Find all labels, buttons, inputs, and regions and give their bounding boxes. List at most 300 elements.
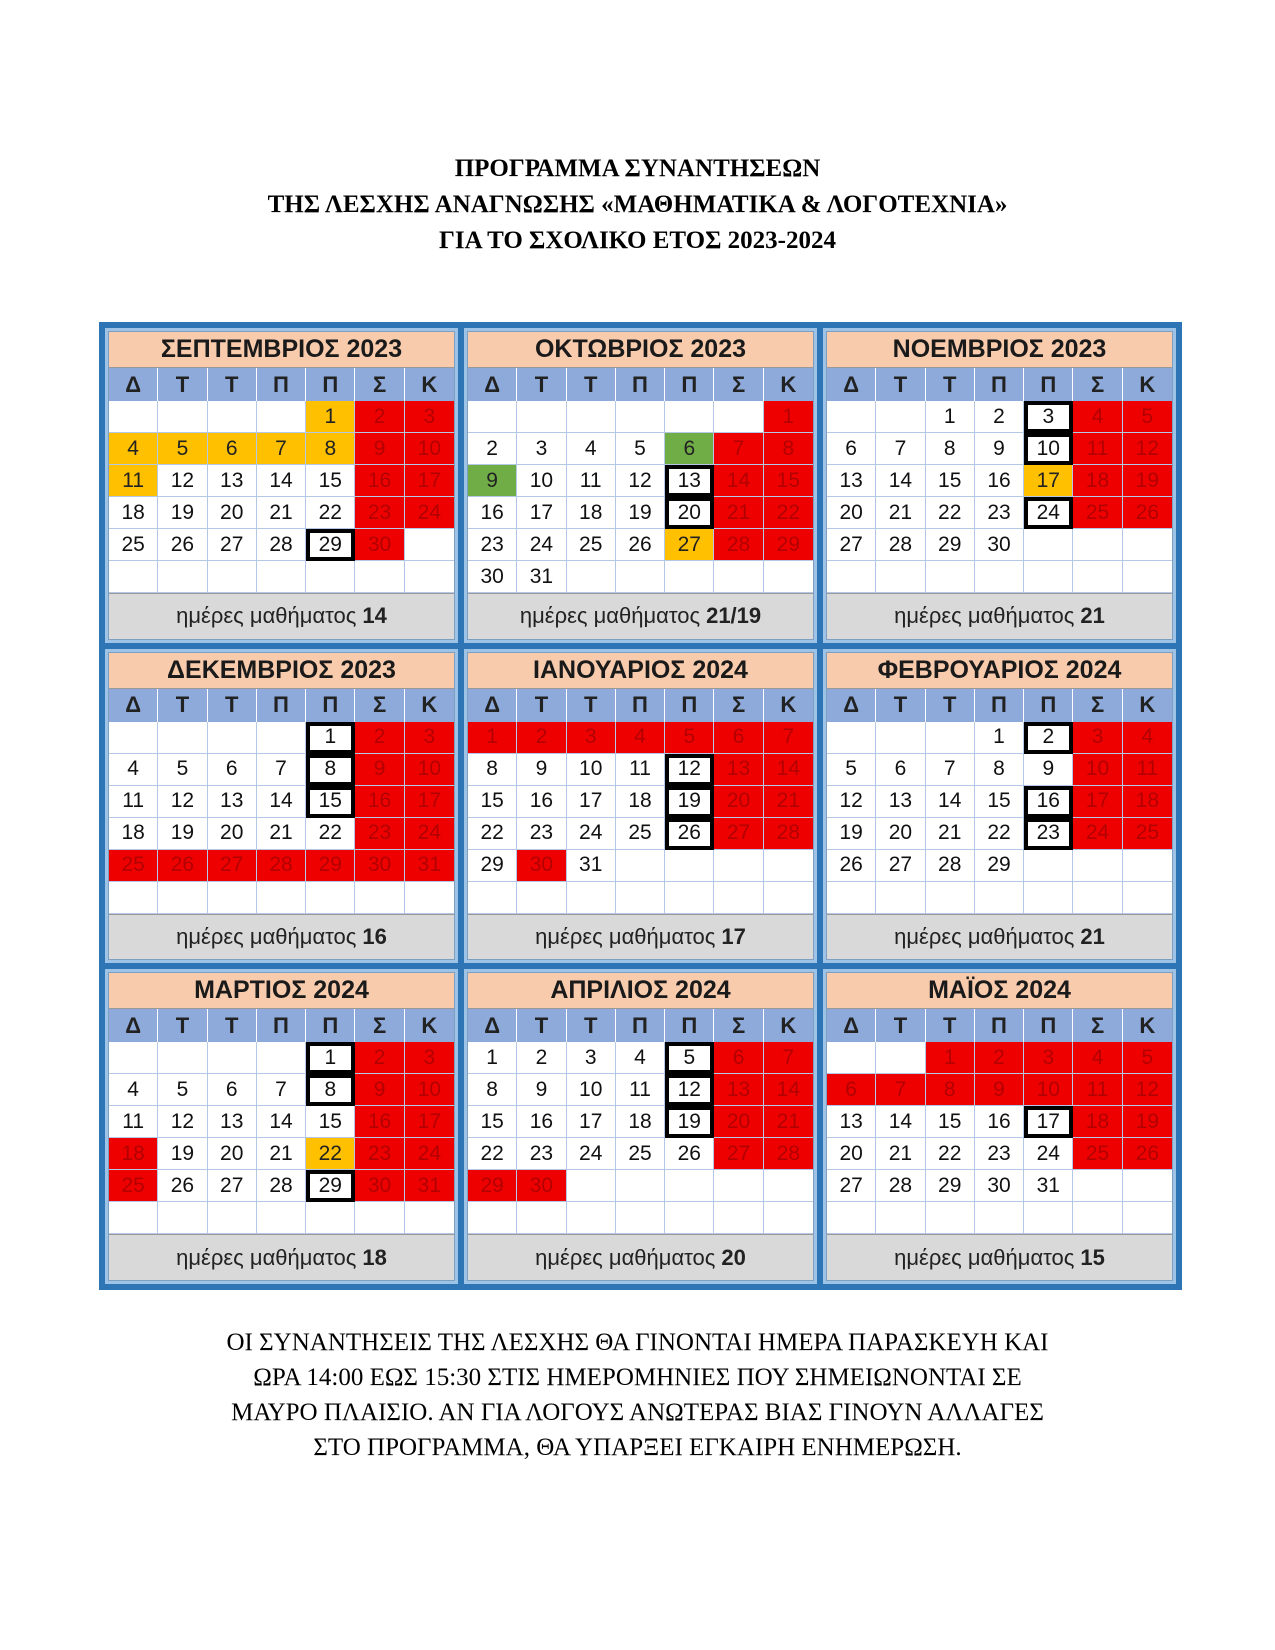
day-cell: 4 [616,722,665,754]
day-cell: 23 [1024,818,1073,850]
day-cell: 7 [764,1042,813,1074]
school-days-label: ημέρες μαθήματος [535,1244,716,1270]
day-cell: 2 [355,401,404,433]
weekday-label: Π [1024,689,1073,722]
day-cell: 22 [306,818,355,850]
day-cell: 25 [109,529,158,561]
weekday-label: Δ [827,689,876,722]
day-cell: 5 [158,433,207,465]
weekday-label: Κ [780,692,797,718]
empty-cell [1024,882,1073,914]
day-cell: 10 [405,754,454,786]
day-cell: 26 [158,1170,207,1202]
day-cell: 13 [827,465,876,497]
day-cell: 19 [158,818,207,850]
day-cell: 6 [714,1042,763,1074]
title-line-3: ΓΙΑ ΤΟ ΣΧΟΛΙΚΟ ΕΤΟΣ 2023-2024 [438,227,837,254]
empty-cell [109,1042,158,1074]
day-cell: 7 [926,754,975,786]
school-days-count: 21 [1080,603,1105,629]
month-title: ΟΚΤΩΒΡΙΟΣ 2023 [468,332,813,368]
day-cell: 29 [306,850,355,882]
empty-cell [257,1042,306,1074]
school-days-label: ημέρες μαθήματος [894,923,1075,949]
weekday-label: Τ [208,368,257,401]
day-cell: 28 [876,1170,925,1202]
day-cell: 4 [567,433,616,465]
day-cell: 6 [208,433,257,465]
day-cell: 4 [109,754,158,786]
day-cell: 16 [975,465,1024,497]
day-cell: 26 [1123,1138,1172,1170]
empty-cell [355,1202,404,1234]
day-cell: 9 [975,433,1024,465]
weekday-label: Τ [876,1009,925,1042]
days-grid [827,401,1172,593]
weekday-label: Π [616,1009,665,1042]
day-cell: 29 [306,1170,355,1202]
month-title: ΦΕΒΡΟΥΑΡΙΟΣ 2024 [827,653,1172,689]
school-days-footer [468,914,813,960]
day-cell: 6 [714,722,763,754]
day-cell: 13 [876,786,925,818]
empty-cell [665,1202,714,1234]
day-cell: 24 [405,818,454,850]
day-cell: 20 [876,818,925,850]
day-cell: 22 [926,1138,975,1170]
day-cell: 9 [355,754,404,786]
day-cell: 28 [926,850,975,882]
weekday-label: Π [306,368,355,401]
day-cell: 12 [665,1074,714,1106]
day-cell: 15 [306,465,355,497]
day-cell: 28 [257,850,306,882]
day-cell: 3 [1073,722,1122,754]
weekday-label: Τ [158,1009,207,1042]
school-days-footer [468,1234,813,1280]
empty-cell [926,1202,975,1234]
month-title: ΜΑΪΟΣ 2024 [827,973,1172,1009]
empty-cell [827,1042,876,1074]
day-cell: 20 [827,1138,876,1170]
meeting-note [0,1325,1275,1465]
weekday-label: Δ [109,689,158,722]
empty-cell [827,401,876,433]
empty-cell [926,561,975,593]
empty-cell [714,401,763,433]
month-calendar [105,649,458,964]
empty-cell [208,401,257,433]
day-cell: 7 [876,1074,925,1106]
empty-cell [257,401,306,433]
empty-cell [827,722,876,754]
day-cell: 16 [355,465,404,497]
day-cell: 27 [827,1170,876,1202]
month-calendar [464,328,817,643]
empty-cell [764,850,813,882]
day-cell: 18 [1123,786,1172,818]
weekday-label: Π [975,1009,1024,1042]
empty-cell [975,882,1024,914]
day-cell: 29 [926,1170,975,1202]
empty-cell [306,561,355,593]
empty-cell [567,561,616,593]
day-cell: 18 [109,1138,158,1170]
month-frame [467,331,814,640]
month-frame [826,972,1173,1281]
day-cell: 10 [1024,433,1073,465]
day-cell: 6 [665,433,714,465]
day-cell: 23 [517,1138,566,1170]
empty-cell [109,882,158,914]
empty-cell [1073,882,1122,914]
empty-cell [405,529,454,561]
day-cell: 8 [926,433,975,465]
weekday-label: Π [665,1009,714,1042]
empty-cell [468,1202,517,1234]
month-frame [108,331,455,640]
school-days-label: ημέρες μαθήματος [519,603,701,629]
month-frame [826,331,1173,640]
day-cell: 12 [158,1106,207,1138]
page-title [0,151,1275,259]
day-cell: 3 [405,722,454,754]
empty-cell [208,882,257,914]
day-cell: 9 [355,433,404,465]
day-cell: 21 [876,497,925,529]
day-cell: 8 [468,754,517,786]
weekday-label: Σ [1073,689,1122,722]
weekday-header [827,1009,1172,1042]
empty-cell [208,561,257,593]
day-cell: 10 [1024,1074,1073,1106]
day-cell: 2 [355,1042,404,1074]
day-cell: 14 [257,465,306,497]
day-cell: 1 [926,401,975,433]
empty-cell [405,561,454,593]
weekday-label: Π [257,1009,306,1042]
day-cell: 8 [764,433,813,465]
weekday-header [109,689,454,722]
day-cell: 20 [208,497,257,529]
day-cell: 11 [616,1074,665,1106]
empty-cell [616,401,665,433]
weekday-label: Σ [714,1009,763,1042]
day-cell: 1 [975,722,1024,754]
day-cell: 21 [926,818,975,850]
day-cell: 15 [306,1106,355,1138]
day-cell: 17 [567,1106,616,1138]
empty-cell [665,561,714,593]
day-cell: 25 [1073,497,1122,529]
weekday-label: Π [257,368,306,401]
empty-cell [1123,561,1172,593]
day-cell: 4 [109,433,158,465]
day-cell: 19 [827,818,876,850]
day-cell: 21 [257,497,306,529]
day-cell: 14 [764,754,813,786]
school-days-label: ημέρες μαθήματος [894,603,1075,629]
school-days-footer [827,1234,1172,1280]
day-cell: 10 [567,754,616,786]
day-cell: 7 [764,722,813,754]
empty-cell [208,1202,257,1234]
weekday-label: Κ [780,1012,797,1038]
day-cell: 9 [975,1074,1024,1106]
empty-cell [1123,1202,1172,1234]
day-cell: 19 [665,786,714,818]
note-line-4: ΣΤΟ ΠΡΟΓΡΑΜΜΑ, ΘΑ ΥΠΑΡΞΕΙ ΕΓΚΑΙΡΗ ΕΝΗΜΕΡΩΣΗ. [313,1434,962,1461]
empty-cell [975,1202,1024,1234]
day-cell: 16 [355,1106,404,1138]
day-cell: 17 [405,1106,454,1138]
day-cell: 28 [257,529,306,561]
day-cell: 31 [405,850,454,882]
day-cell: 11 [109,1106,158,1138]
weekday-label: Τ [876,689,925,722]
empty-cell [665,850,714,882]
weekday-label: Κ [780,371,797,397]
weekday-label: Τ [517,689,566,722]
day-cell: 17 [405,465,454,497]
empty-cell [1123,882,1172,914]
day-cell: 16 [355,786,404,818]
day-cell: 14 [257,786,306,818]
days-grid [468,401,813,593]
weekday-label: Τ [208,689,257,722]
day-cell: 21 [257,818,306,850]
day-cell: 15 [926,1106,975,1138]
day-cell: 26 [158,850,207,882]
empty-cell [1024,1202,1073,1234]
school-days-count: 18 [362,1244,387,1270]
school-days-count: 17 [721,923,746,949]
day-cell: 17 [1024,1106,1073,1138]
empty-cell [158,722,207,754]
day-cell: 19 [158,497,207,529]
month-title: ΙΑΝΟΥΑΡΙΟΣ 2024 [468,653,813,689]
weekday-label: Π [665,368,714,401]
empty-cell [1024,561,1073,593]
empty-cell [257,561,306,593]
weekday-label: Τ [926,689,975,722]
day-cell: 13 [665,465,714,497]
day-cell: 25 [109,850,158,882]
day-cell: 26 [665,1138,714,1170]
empty-cell [665,401,714,433]
weekday-header [468,1009,813,1042]
day-cell: 30 [517,1170,566,1202]
weekday-label: Σ [355,368,404,401]
day-cell: 29 [468,850,517,882]
school-days-count: 21 [1080,923,1105,949]
day-cell: 29 [306,529,355,561]
day-cell: 18 [567,497,616,529]
day-cell: 30 [355,529,404,561]
weekday-label: Π [1024,368,1073,401]
day-cell: 5 [616,433,665,465]
day-cell: 4 [1123,722,1172,754]
day-cell: 13 [208,1106,257,1138]
day-cell: 4 [1073,1042,1122,1074]
day-cell: 13 [827,1106,876,1138]
day-cell: 10 [405,1074,454,1106]
day-cell: 20 [714,786,763,818]
weekday-label: Π [306,689,355,722]
day-cell: 24 [405,1138,454,1170]
day-cell: 8 [306,754,355,786]
day-cell: 10 [517,465,566,497]
empty-cell [1123,850,1172,882]
day-cell: 23 [355,818,404,850]
day-cell: 19 [158,1138,207,1170]
school-days-count: 15 [1080,1244,1105,1270]
empty-cell [567,1202,616,1234]
day-cell: 29 [926,529,975,561]
day-cell: 1 [468,722,517,754]
day-cell: 25 [567,529,616,561]
weekday-header [827,689,1172,722]
empty-cell [1073,1202,1122,1234]
weekday-label: Σ [1073,1009,1122,1042]
day-cell: 31 [567,850,616,882]
day-cell: 2 [517,722,566,754]
weekday-label: Τ [926,1009,975,1042]
weekday-label: Τ [158,368,207,401]
day-cell: 17 [1024,465,1073,497]
day-cell: 15 [468,786,517,818]
school-days-count: 16 [362,923,387,949]
day-cell: 18 [109,818,158,850]
day-cell: 8 [306,1074,355,1106]
day-cell: 27 [208,1170,257,1202]
empty-cell [257,722,306,754]
day-cell: 6 [827,1074,876,1106]
day-cell: 27 [208,529,257,561]
empty-cell [1123,1170,1172,1202]
day-cell: 25 [616,818,665,850]
weekday-header [109,1009,454,1042]
empty-cell [764,882,813,914]
note-line-2: ΩΡΑ 14:00 ΕΩΣ 15:30 ΣΤΙΣ ΗΜΕΡΟΜΗΝΙΕΣ ΠΟΥ ΣΗΜΕΙΩΝΟΝΤΑΙ ΣΕ [253,1364,1022,1391]
note-line-3: ΜΑΥΡΟ ΠΛΑΙΣΙΟ. ΑΝ ΓΙΑ ΛΟΓΟΥΣ ΑΝΩΤΕΡΑΣ ΒΙΑΣ ΓΙΝΟΥΝ ΑΛΛΑΓΕΣ [231,1399,1044,1426]
weekday-label: Π [1024,1009,1073,1042]
day-cell: 9 [355,1074,404,1106]
day-cell: 28 [257,1170,306,1202]
empty-cell [616,882,665,914]
day-cell: 24 [405,497,454,529]
school-days-footer [109,914,454,960]
day-cell: 25 [1123,818,1172,850]
days-grid [468,722,813,914]
day-cell: 3 [1024,1042,1073,1074]
empty-cell [405,1202,454,1234]
day-cell: 30 [355,850,404,882]
day-cell: 30 [355,1170,404,1202]
weekday-label: Δ [468,1009,517,1042]
empty-cell [616,1170,665,1202]
day-cell: 29 [975,850,1024,882]
weekday-label: Κ [421,692,438,718]
empty-cell [1024,850,1073,882]
day-cell: 28 [714,529,763,561]
day-cell: 15 [306,786,355,818]
day-cell: 31 [405,1170,454,1202]
day-cell: 28 [876,529,925,561]
day-cell: 15 [975,786,1024,818]
day-cell: 27 [827,529,876,561]
day-cell: 5 [827,754,876,786]
empty-cell [926,882,975,914]
weekday-label: Σ [714,689,763,722]
day-cell: 1 [306,401,355,433]
day-cell: 12 [158,786,207,818]
day-cell: 9 [517,754,566,786]
day-cell: 13 [714,1074,763,1106]
day-cell: 16 [517,786,566,818]
month-title: ΜΑΡΤΙΟΣ 2024 [109,973,454,1009]
day-cell: 13 [208,786,257,818]
weekday-label: Κ [1139,371,1156,397]
day-cell: 31 [517,561,566,593]
day-cell: 11 [616,754,665,786]
day-cell: 14 [714,465,763,497]
day-cell: 30 [975,529,1024,561]
empty-cell [616,1202,665,1234]
weekday-label: Π [306,1009,355,1042]
empty-cell [827,882,876,914]
day-cell: 7 [257,754,306,786]
day-cell: 19 [1123,465,1172,497]
day-cell: 23 [355,1138,404,1170]
weekday-label: Π [975,368,1024,401]
school-days-footer [468,593,813,639]
empty-cell [876,401,925,433]
month-calendar [464,649,817,964]
day-cell: 14 [876,1106,925,1138]
empty-cell [876,882,925,914]
empty-cell [257,1202,306,1234]
weekday-label: Κ [421,371,438,397]
day-cell: 30 [517,850,566,882]
day-cell: 21 [764,786,813,818]
day-cell: 4 [1073,401,1122,433]
weekday-label: Τ [567,1009,616,1042]
day-cell: 3 [567,1042,616,1074]
day-cell: 19 [616,497,665,529]
day-cell: 26 [158,529,207,561]
empty-cell [827,561,876,593]
note-line-1: ΟΙ ΣΥΝΑΝΤΗΣΕΙΣ ΤΗΣ ΛΕΣΧΗΣ ΘΑ ΓΙΝΟΝΤΑΙ ΗΜΕΡΑ ΠΑΡΑΣΚΕΥΗ ΚΑΙ [226,1329,1049,1356]
day-cell: 15 [926,465,975,497]
day-cell: 14 [764,1074,813,1106]
empty-cell [158,1042,207,1074]
month-calendar [823,649,1176,964]
empty-cell [764,1202,813,1234]
month-frame [826,652,1173,961]
day-cell: 18 [616,1106,665,1138]
day-cell: 27 [665,529,714,561]
empty-cell [876,1202,925,1234]
day-cell: 16 [517,1106,566,1138]
school-days-footer [827,593,1172,639]
month-calendar [823,328,1176,643]
weekday-label: Τ [517,1009,566,1042]
day-cell: 18 [616,786,665,818]
day-cell: 21 [714,497,763,529]
day-cell: 23 [975,497,1024,529]
day-cell: 11 [109,786,158,818]
